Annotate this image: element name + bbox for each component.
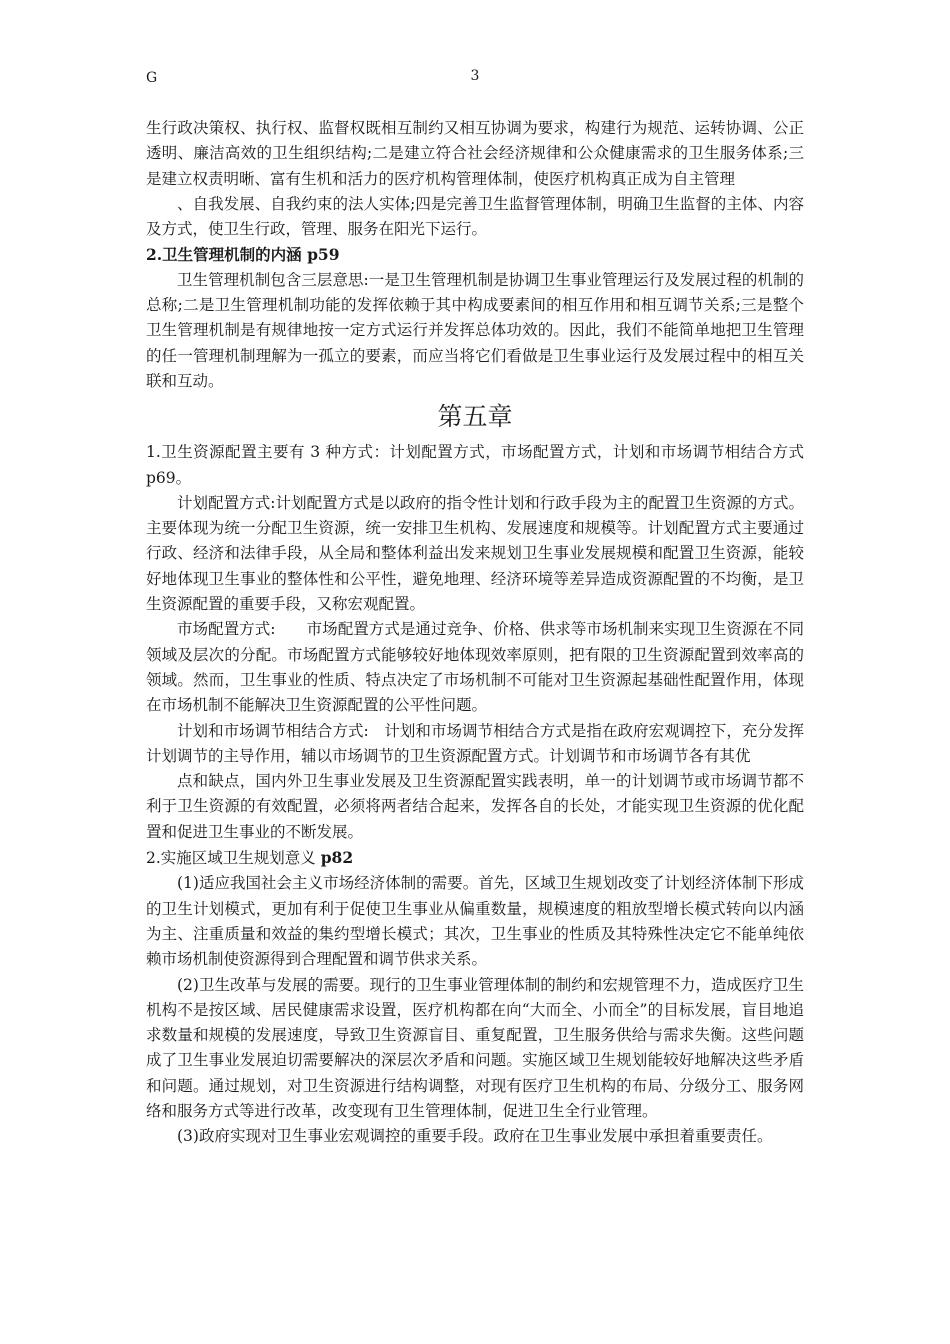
paragraph: (1)适应我国社会主义市场经济体制的需要。首先，区域卫生规划改变了计划经济体制下形成的卫生计划模式，更加有利于促使卫生事业从偏重数量，规模速度的粗放型增长模式转向以内涵为主、注重质量和效益的集约型增长模式；其次，卫生事业的性质及其特殊性决定它不能单纯依赖市场机制使资源得到合理配置和调节供求关系。 (146, 874, 804, 969)
page-header (146, 70, 804, 90)
paragraph: (3)政府实现对卫生事业宏观调控的重要手段。政府在卫生事业发展中承担着重要责任。 (177, 1127, 773, 1146)
paragraph: 计划配置方式:计划配置方式是以政府的指令性计划和行政手段为主的配置卫生资源的方式。主要体现为统一分配卫生资源，统一安排卫生机构、发展速度和规模等。计划配置方式主要通过行政、经济和法律手段，从全局和整体利益出发来规划卫生事业发展规模和配置卫生资源，能较好地体现卫生事业的整体性和公平性，避免地理、经济环境等差异造成资源配置的不均衡，是卫生资源配置的重要手段，又称宏观配置。 (146, 493, 804, 614)
paragraph: 卫生管理机制包含三层意思:一是卫生管理机制是协调卫生事业管理运行及发展过程的机制的总称;二是卫生管理机制功能的发挥依赖于其中构成要素间的相互作用和相互调节关系;三是整个卫生管理机制是有规律地按一定方式运行并发挥总体功效的。因此，我们不能简单地把卫生管理的任一管理机制理解为一孤立的要素，而应当将它们看做是卫生事业运行及发展过程中的相互关联和互动。 (146, 270, 804, 390)
paragraph: 1.卫生资源配置主要有 3 种方式：计划配置方式，市场配置方式，计划和市场调节相结合方式 p69。 (146, 443, 804, 487)
page-number: 3 (470, 68, 480, 84)
section-heading: 2.卫生管理机制的内涵 p59 (146, 245, 340, 265)
paragraph: 生行政决策权、执行权、监督权既相互制约又相互协调为要求，构建行为规范、运转协调、公正透明、廉洁高效的卫生组织结构;二是建立符合社会经济规律和公众健康需求的卫生服务体系;三是建立权责明晰、富有生机和活力的医疗机构管理体制，使医疗机构真正成为自主管理 (146, 119, 804, 188)
chapter-title: 第五章 (437, 402, 513, 432)
section-heading: 2.实施区域卫生规划意义 p82 (146, 848, 354, 868)
header-mark: G (146, 70, 158, 86)
paragraph: 市场配置方式: 市场配置方式是通过竞争、价格、供求等市场机制来实现卫生资源在不同领域及层次的分配。市场配置方式能够较好地体现效率原则，把有限的卫生资源配置到效率高的领域。然而，卫生事业的性质、特点决定了市场机制不可能对卫生资源起基础性配置作用，体现在市场机制不能解决卫生资源配置的公平性问题。 (146, 620, 804, 715)
document-body (146, 116, 804, 1150)
paragraph: (2)卫生改革与发展的需要。现行的卫生事业管理体制的制约和宏规管理不力，造成医疗卫生机构不是按区域、居民健康需求设置，医疗机构都在向“大而全、小而全”的目标发展，盲目地追求数量和规模的发展速度，导致卫生资源盲目、重复配置，卫生服务供给与需求失衡。这些问题成了卫生事业发展迫切需要解决的深层次矛盾和问题。实施区域卫生规划能较好地解决这些矛盾和问题。通过规划，对卫生资源进行结构调整，对现有医疗卫生机构的布局、分级分工、服务网络和服务方式等进行改革，改变现有卫生管理体制，促进卫生全行业管理。 (146, 975, 804, 1120)
paragraph: 计划和市场调节相结合方式: 计划和市场调节相结合方式是指在政府宏观调控下，充分发挥计划调节的主导作用，辅以市场调节的卫生资源配置方式。计划调节和市场调节各有其优 (146, 721, 804, 765)
paragraph: 点和缺点，国内外卫生事业发展及卫生资源配置实践表明，单一的计划调节或市场调节都不利于卫生资源的有效配置，必须将两者结合起来，发挥各自的长处，才能实现卫生资源的优化配置和促进卫生事业的不断发展。 (146, 772, 804, 841)
paragraph: 、自我发展、自我约束的法人实体;四是完善卫生监督管理体制，明确卫生监督的主体、内容及方式，使卫生行政，管理、服务在阳光下运行。 (146, 194, 804, 239)
